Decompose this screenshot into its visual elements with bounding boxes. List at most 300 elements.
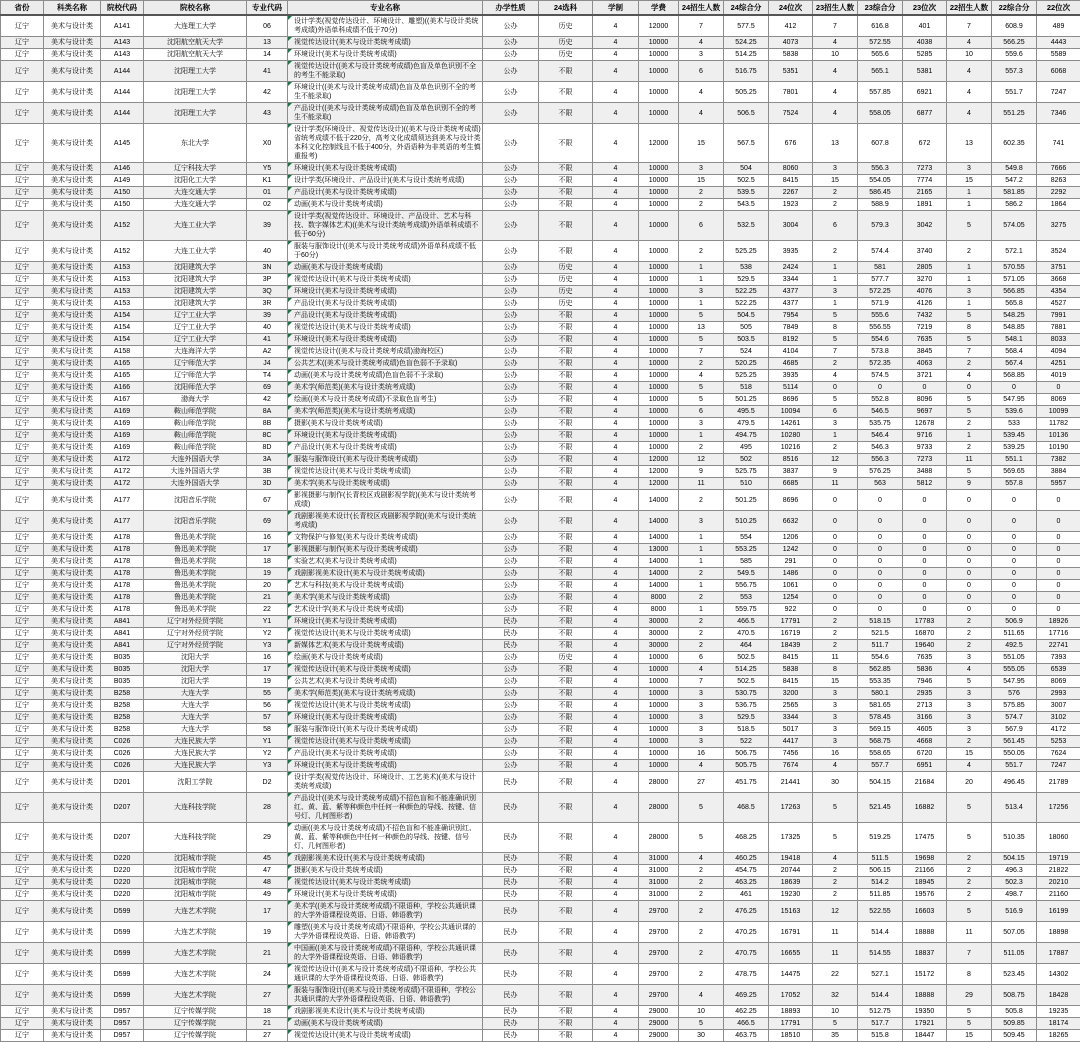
cell-major-code: 58	[247, 724, 288, 736]
cell-rank-22: 0	[1037, 568, 1080, 580]
cell-subject-requirement-24: 不限	[539, 556, 593, 568]
cell-rank-23: 7774	[903, 175, 947, 187]
cell-enroll-24: 1	[679, 604, 724, 616]
cell-rank-22: 3524	[1037, 241, 1080, 262]
cell-score-24: 543.5	[724, 199, 769, 211]
cell-major-code: 16	[247, 652, 288, 664]
cell-tuition: 14000	[639, 532, 679, 544]
cell-subject-requirement-24: 不限	[539, 454, 593, 466]
cell-rank-23: 0	[903, 532, 947, 544]
cell-tuition: 10000	[639, 163, 679, 175]
cell-score-22: 551.05	[992, 652, 1037, 664]
cell-college-name: 大连科技学院	[144, 793, 247, 823]
cell-major-code: 39	[247, 211, 288, 241]
cell-category-name: 美术与设计类	[44, 1030, 101, 1042]
column-header-score-24: 24综合分	[724, 1, 769, 16]
cell-rank-22: 21822	[1037, 865, 1080, 877]
cell-province: 辽宁	[1, 889, 44, 901]
cell-major-name	[288, 748, 483, 760]
cell-category-name: 美术与设计类	[44, 262, 101, 274]
cell-rank-23: 19350	[903, 1006, 947, 1018]
cell-rank-24: 8415	[769, 676, 813, 688]
cell-province: 辽宁	[1, 262, 44, 274]
cell-tuition: 29000	[639, 1018, 679, 1030]
cell-major-code: 8A	[247, 406, 288, 418]
major-name-text: 动画((美术与设计类统考成绩)色盲色弱不予录取)	[294, 372, 443, 379]
cell-note-marker-icon	[288, 418, 292, 422]
cell-rank-22: 7991	[1037, 310, 1080, 322]
table-row	[1, 298, 1080, 310]
cell-college-name: 沈阳城市学院	[144, 865, 247, 877]
cell-rank-22: 7247	[1037, 82, 1080, 103]
cell-major-name	[288, 724, 483, 736]
cell-rank-24: 17052	[769, 985, 813, 1006]
cell-score-22: 509.45	[992, 1030, 1037, 1042]
cell-score-24: 464	[724, 640, 769, 652]
cell-enroll-24: 5	[679, 394, 724, 406]
cell-score-23: 514.4	[858, 922, 903, 943]
cell-rank-23: 2165	[903, 187, 947, 199]
cell-major-code: X0	[247, 124, 288, 163]
cell-rank-22: 0	[1037, 556, 1080, 568]
cell-tuition: 29700	[639, 985, 679, 1006]
cell-score-24: 451.75	[724, 772, 769, 793]
cell-category-name: 美术与设计类	[44, 478, 101, 490]
cell-enroll-23: 2	[813, 628, 858, 640]
cell-college-name: 大连大学	[144, 688, 247, 700]
cell-enroll-24: 2	[679, 865, 724, 877]
cell-score-24: 518.5	[724, 724, 769, 736]
cell-enroll-23: 22	[813, 964, 858, 985]
cell-ownership: 公办	[483, 262, 539, 274]
cell-score-24: 505.75	[724, 760, 769, 772]
cell-enroll-22: 5	[947, 394, 992, 406]
cell-college-name: 沈阳师范大学	[144, 382, 247, 394]
cell-score-22: 551.1	[992, 454, 1037, 466]
cell-score-23: 0	[858, 382, 903, 394]
cell-major-code: T4	[247, 370, 288, 382]
cell-note-marker-icon	[288, 274, 292, 278]
cell-years: 4	[593, 241, 639, 262]
cell-major-code: 3A	[247, 454, 288, 466]
cell-category-name: 美术与设计类	[44, 454, 101, 466]
major-name-text: 产品设计(美术与设计类统考成绩)	[294, 444, 397, 451]
cell-category-name: 美术与设计类	[44, 922, 101, 943]
cell-province: 辽宁	[1, 430, 44, 442]
cell-category-name: 美术与设计类	[44, 322, 101, 334]
cell-enroll-23: 5	[813, 793, 858, 823]
cell-ownership: 公办	[483, 544, 539, 556]
cell-years: 4	[593, 604, 639, 616]
cell-enroll-23: 5	[813, 394, 858, 406]
cell-rank-24: 21441	[769, 772, 813, 793]
cell-ownership: 民办	[483, 628, 539, 640]
cell-enroll-22: 4	[947, 103, 992, 124]
cell-ownership: 公办	[483, 418, 539, 430]
major-name-text: 美术学(师范类)(美术与设计类统考成绩)	[294, 384, 415, 391]
cell-score-23: 512.75	[858, 1006, 903, 1018]
cell-tuition: 10000	[639, 748, 679, 760]
cell-major-name	[288, 406, 483, 418]
cell-score-23: 581.65	[858, 700, 903, 712]
cell-score-22: 496.45	[992, 772, 1037, 793]
cell-major-code: 41	[247, 61, 288, 82]
cell-years: 4	[593, 511, 639, 532]
cell-score-24: 524	[724, 346, 769, 358]
cell-score-24: 462.25	[724, 1006, 769, 1018]
cell-years: 4	[593, 688, 639, 700]
cell-major-code: 3B	[247, 466, 288, 478]
cell-enroll-23: 3	[813, 286, 858, 298]
cell-category-name: 美术与设计类	[44, 877, 101, 889]
cell-subject-requirement-24: 历史	[539, 274, 593, 286]
cell-rank-24: 7849	[769, 322, 813, 334]
cell-category-name: 美术与设计类	[44, 676, 101, 688]
cell-score-22: 0	[992, 490, 1037, 511]
cell-rank-24: 18510	[769, 1030, 813, 1042]
cell-ownership: 公办	[483, 580, 539, 592]
cell-category-name: 美术与设计类	[44, 124, 101, 163]
cell-rank-24: 3935	[769, 241, 813, 262]
major-name-text: 艺术设计学(美术与设计类统考成绩)	[294, 606, 404, 613]
cell-category-name: 美术与设计类	[44, 853, 101, 865]
cell-years: 4	[593, 286, 639, 298]
cell-major-code: 55	[247, 688, 288, 700]
cell-tuition: 10000	[639, 442, 679, 454]
cell-major-code: 8B	[247, 418, 288, 430]
cell-score-22: 504.15	[992, 853, 1037, 865]
cell-score-24: 476.25	[724, 901, 769, 922]
cell-ownership: 民办	[483, 1006, 539, 1018]
cell-years: 4	[593, 865, 639, 877]
table-row	[1, 322, 1080, 334]
cell-rank-24: 1254	[769, 592, 813, 604]
cell-enroll-23: 4	[813, 37, 858, 49]
cell-enroll-22: 5	[947, 901, 992, 922]
cell-subject-requirement-24: 不限	[539, 700, 593, 712]
cell-major-code: D2	[247, 772, 288, 793]
cell-enroll-22: 7	[947, 943, 992, 964]
cell-rank-22: 18060	[1037, 823, 1080, 853]
cell-enroll-23: 16	[813, 748, 858, 760]
major-name-text: 雕塑((美术与设计类统考成绩)不限语种，学校公共通识课的大学外语课程设英语、日语、韩语教学)	[294, 924, 476, 940]
cell-college-code: A152	[101, 211, 144, 241]
cell-enroll-23: 5	[813, 823, 858, 853]
cell-rank-24: 6632	[769, 511, 813, 532]
cell-category-name: 美术与设计类	[44, 724, 101, 736]
cell-enroll-22: 0	[947, 544, 992, 556]
cell-years: 4	[593, 652, 639, 664]
cell-score-23: 557.7	[858, 760, 903, 772]
cell-major-code: A2	[247, 346, 288, 358]
cell-subject-requirement-24: 不限	[539, 418, 593, 430]
cell-years: 4	[593, 262, 639, 274]
cell-category-name: 美术与设计类	[44, 394, 101, 406]
cell-score-24: 502	[724, 454, 769, 466]
cell-years: 4	[593, 37, 639, 49]
table-row	[1, 676, 1080, 688]
cell-ownership: 民办	[483, 1018, 539, 1030]
cell-rank-23: 9716	[903, 430, 947, 442]
cell-province: 辽宁	[1, 748, 44, 760]
cell-rank-23: 5381	[903, 61, 947, 82]
cell-note-marker-icon	[288, 511, 292, 515]
cell-category-name: 美术与设计类	[44, 199, 101, 211]
cell-note-marker-icon	[288, 943, 292, 947]
major-name-text: 服装与服饰设计((美术与设计类统考成绩)外语单科成绩不低于60分)	[294, 243, 476, 259]
cell-rank-23: 401	[903, 15, 947, 37]
cell-score-22: 561.45	[992, 736, 1037, 748]
cell-rank-24: 4685	[769, 358, 813, 370]
cell-score-22: 567.4	[992, 358, 1037, 370]
cell-enroll-23: 5	[813, 1018, 858, 1030]
cell-rank-22: 4172	[1037, 724, 1080, 736]
cell-enroll-23: 0	[813, 604, 858, 616]
cell-enroll-23: 3	[813, 712, 858, 724]
cell-college-code: B035	[101, 652, 144, 664]
cell-score-24: 478.75	[724, 964, 769, 985]
cell-enroll-22: 2	[947, 889, 992, 901]
cell-major-name	[288, 901, 483, 922]
cell-rank-24: 291	[769, 556, 813, 568]
cell-college-name: 沈阳城市学院	[144, 889, 247, 901]
cell-college-code: A154	[101, 310, 144, 322]
cell-enroll-23: 0	[813, 580, 858, 592]
cell-college-code: A141	[101, 15, 144, 37]
cell-tuition: 12000	[639, 478, 679, 490]
cell-score-22: 516.9	[992, 901, 1037, 922]
cell-category-name: 美术与设计类	[44, 772, 101, 793]
cell-major-code: 69	[247, 511, 288, 532]
cell-college-code: A153	[101, 286, 144, 298]
table-row	[1, 82, 1080, 103]
cell-college-name: 沈阳理工大学	[144, 103, 247, 124]
cell-major-code: 20	[247, 580, 288, 592]
cell-enroll-23: 0	[813, 568, 858, 580]
cell-province: 辽宁	[1, 418, 44, 430]
cell-score-23: 511.5	[858, 853, 903, 865]
cell-enroll-22: 3	[947, 652, 992, 664]
cell-province: 辽宁	[1, 199, 44, 211]
cell-rank-24: 4073	[769, 37, 813, 49]
cell-note-marker-icon	[288, 922, 292, 926]
cell-ownership: 公办	[483, 676, 539, 688]
cell-years: 4	[593, 49, 639, 61]
cell-college-code: A145	[101, 124, 144, 163]
cell-score-23: 579.3	[858, 211, 903, 241]
cell-rank-23: 2713	[903, 700, 947, 712]
cell-note-marker-icon	[288, 616, 292, 620]
cell-province: 辽宁	[1, 772, 44, 793]
cell-enroll-23: 13	[813, 124, 858, 163]
cell-enroll-23: 3	[813, 736, 858, 748]
cell-college-name: 沈阳城市学院	[144, 877, 247, 889]
cell-rank-23: 4126	[903, 298, 947, 310]
cell-score-23: 0	[858, 604, 903, 616]
cell-major-name	[288, 37, 483, 49]
cell-score-24: 577.5	[724, 15, 769, 37]
cell-enroll-22: 1	[947, 262, 992, 274]
cell-years: 4	[593, 712, 639, 724]
cell-subject-requirement-24: 历史	[539, 286, 593, 298]
cell-score-24: 536.75	[724, 700, 769, 712]
column-header-score-23: 23综合分	[858, 1, 903, 16]
cell-note-marker-icon	[288, 163, 292, 167]
cell-major-code: 41	[247, 334, 288, 346]
major-name-text: 视觉传达设计((美术与设计类统考成绩)渤海校区)	[294, 348, 443, 355]
cell-years: 4	[593, 724, 639, 736]
cell-major-code: 21	[247, 1018, 288, 1030]
column-header-province: 省份	[1, 1, 44, 16]
cell-years: 4	[593, 544, 639, 556]
cell-enroll-22: 4	[947, 82, 992, 103]
cell-enroll-23: 2	[813, 640, 858, 652]
cell-enroll-24: 4	[679, 82, 724, 103]
cell-score-23: 511.85	[858, 889, 903, 901]
cell-ownership: 公办	[483, 274, 539, 286]
cell-score-23: 546.4	[858, 430, 903, 442]
cell-tuition: 12000	[639, 454, 679, 466]
cell-ownership: 公办	[483, 37, 539, 49]
cell-province: 辽宁	[1, 490, 44, 511]
cell-tuition: 29700	[639, 943, 679, 964]
cell-subject-requirement-24: 不限	[539, 712, 593, 724]
cell-rank-22: 4094	[1037, 346, 1080, 358]
cell-rank-23: 3721	[903, 370, 947, 382]
cell-subject-requirement-24: 不限	[539, 466, 593, 478]
cell-major-name	[288, 628, 483, 640]
cell-score-22: 0	[992, 592, 1037, 604]
cell-rank-22: 3102	[1037, 712, 1080, 724]
cell-college-code: A178	[101, 592, 144, 604]
table-row	[1, 442, 1080, 454]
cell-rank-22: 5253	[1037, 736, 1080, 748]
cell-score-22: 550.05	[992, 748, 1037, 760]
cell-tuition: 14000	[639, 490, 679, 511]
cell-major-name	[288, 676, 483, 688]
table-row	[1, 490, 1080, 511]
cell-category-name: 美术与设计类	[44, 175, 101, 187]
cell-years: 4	[593, 1006, 639, 1018]
cell-ownership: 公办	[483, 466, 539, 478]
table-row	[1, 1018, 1080, 1030]
cell-college-name: 辽宁传媒学院	[144, 1018, 247, 1030]
cell-score-23: 0	[858, 580, 903, 592]
cell-score-24: 539.5	[724, 187, 769, 199]
cell-enroll-22: 0	[947, 580, 992, 592]
cell-rank-22: 8069	[1037, 394, 1080, 406]
column-header-subject-requirement-24: 24选科	[539, 1, 593, 16]
cell-category-name: 美术与设计类	[44, 901, 101, 922]
cell-ownership: 公办	[483, 688, 539, 700]
cell-subject-requirement-24: 不限	[539, 628, 593, 640]
cell-category-name: 美术与设计类	[44, 700, 101, 712]
cell-rank-23: 0	[903, 490, 947, 511]
cell-college-name: 沈阳建筑大学	[144, 274, 247, 286]
cell-college-name: 沈阳理工大学	[144, 61, 247, 82]
cell-tuition: 10000	[639, 736, 679, 748]
cell-category-name: 美术与设计类	[44, 964, 101, 985]
cell-rank-24: 7801	[769, 82, 813, 103]
cell-score-22: 0	[992, 568, 1037, 580]
cell-years: 4	[593, 322, 639, 334]
cell-note-marker-icon	[288, 652, 292, 656]
cell-rank-23: 8096	[903, 394, 947, 406]
cell-years: 4	[593, 532, 639, 544]
cell-major-name	[288, 418, 483, 430]
cell-tuition: 10000	[639, 187, 679, 199]
cell-major-code: K1	[247, 175, 288, 187]
cell-enroll-22: 1	[947, 274, 992, 286]
cell-category-name: 美术与设计类	[44, 334, 101, 346]
cell-subject-requirement-24: 不限	[539, 163, 593, 175]
cell-tuition: 10000	[639, 676, 679, 688]
cell-score-22: 533	[992, 418, 1037, 430]
cell-tuition: 29700	[639, 901, 679, 922]
cell-subject-requirement-24: 历史	[539, 37, 593, 49]
cell-rank-24: 7456	[769, 748, 813, 760]
cell-rank-22: 4443	[1037, 37, 1080, 49]
table-row	[1, 700, 1080, 712]
cell-rank-22: 17256	[1037, 793, 1080, 823]
cell-rank-23: 5836	[903, 664, 947, 676]
cell-enroll-24: 4	[679, 37, 724, 49]
table-row	[1, 478, 1080, 490]
cell-college-name: 鞍山师范学院	[144, 430, 247, 442]
cell-rank-22: 6068	[1037, 61, 1080, 82]
cell-score-22: 548.25	[992, 310, 1037, 322]
cell-ownership: 公办	[483, 490, 539, 511]
cell-enroll-23: 1	[813, 274, 858, 286]
cell-province: 辽宁	[1, 922, 44, 943]
cell-score-24: 522	[724, 736, 769, 748]
cell-major-code: 3R	[247, 298, 288, 310]
cell-category-name: 美术与设计类	[44, 358, 101, 370]
cell-score-24: 514.25	[724, 664, 769, 676]
cell-rank-24: 3200	[769, 688, 813, 700]
cell-subject-requirement-24: 不限	[539, 544, 593, 556]
cell-tuition: 10000	[639, 322, 679, 334]
cell-tuition: 10000	[639, 334, 679, 346]
cell-score-24: 554	[724, 532, 769, 544]
cell-note-marker-icon	[288, 700, 292, 704]
cell-note-marker-icon	[288, 454, 292, 458]
cell-major-code: 18	[247, 556, 288, 568]
cell-note-marker-icon	[288, 211, 292, 215]
cell-enroll-22: 5	[947, 211, 992, 241]
major-name-text: 美术学(师范类)(美术与设计类统考成绩)	[294, 690, 415, 697]
cell-college-code: A166	[101, 382, 144, 394]
cell-category-name: 美术与设计类	[44, 430, 101, 442]
major-name-text: 视觉传达设计(美术与设计类统考成绩)	[294, 276, 411, 283]
cell-college-code: A178	[101, 544, 144, 556]
cell-major-code: 67	[247, 490, 288, 511]
cell-score-24: 504	[724, 163, 769, 175]
cell-rank-22: 0	[1037, 580, 1080, 592]
cell-college-code: A177	[101, 490, 144, 511]
cell-enroll-24: 7	[679, 346, 724, 358]
cell-college-name: 大连大学	[144, 724, 247, 736]
cell-years: 4	[593, 922, 639, 943]
cell-years: 4	[593, 199, 639, 211]
cell-note-marker-icon	[288, 964, 292, 968]
cell-college-code: B258	[101, 724, 144, 736]
cell-score-23: 588.9	[858, 199, 903, 211]
cell-major-code: 42	[247, 394, 288, 406]
cell-years: 4	[593, 418, 639, 430]
cell-score-24: 470.5	[724, 628, 769, 640]
cell-major-code: 14	[247, 49, 288, 61]
